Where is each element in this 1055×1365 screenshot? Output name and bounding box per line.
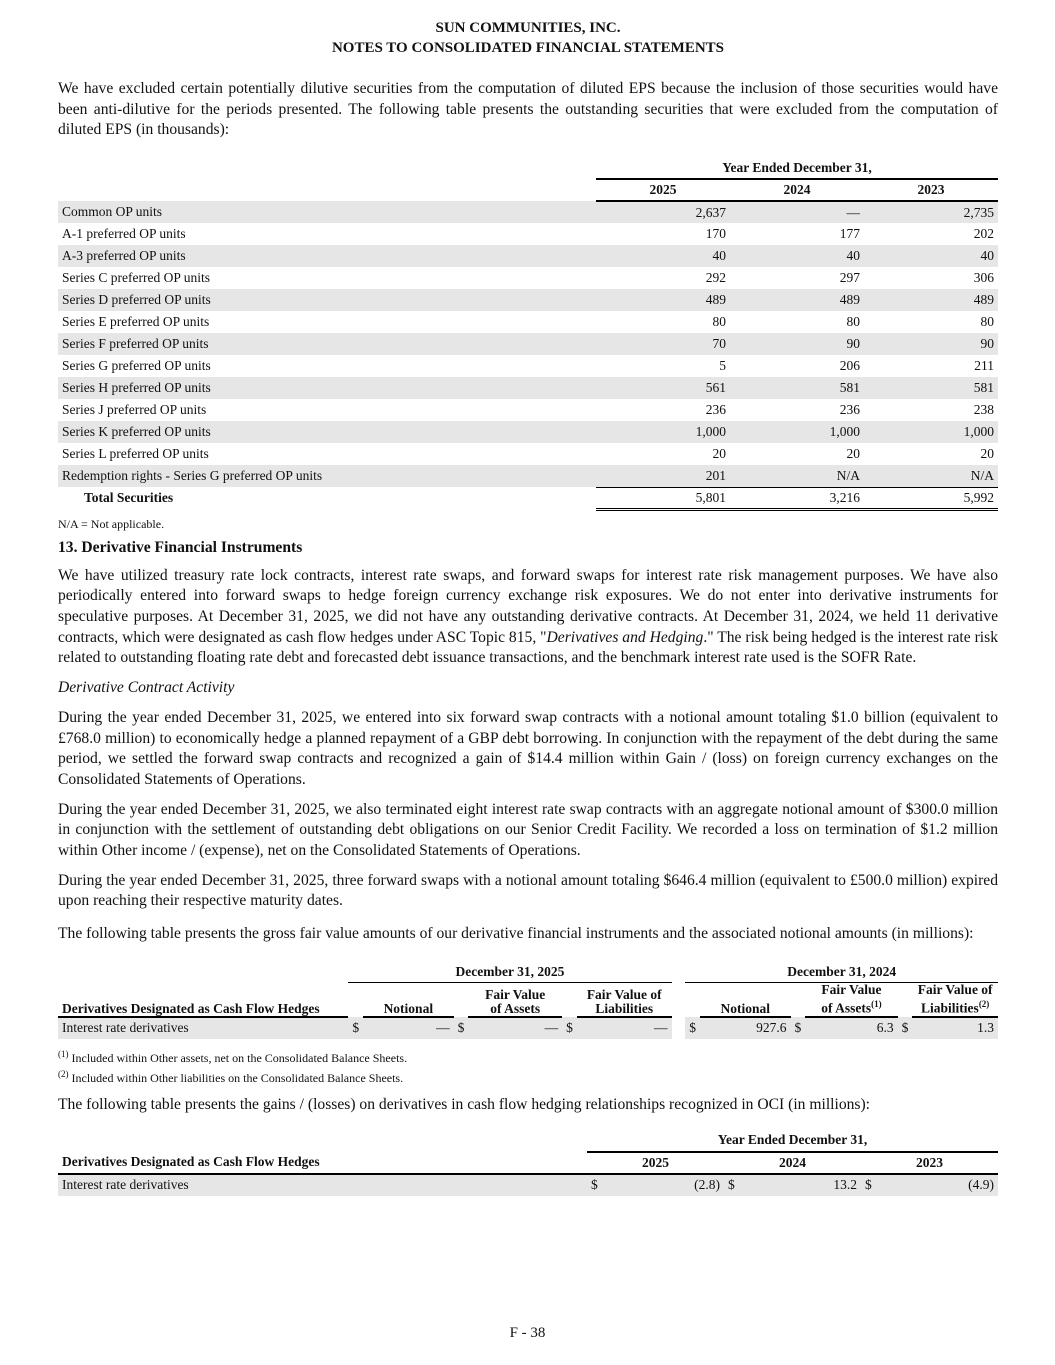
eps-year-header: 2023 xyxy=(864,179,998,201)
table-row: Series C preferred OP units 292 297 306 xyxy=(62,270,994,286)
table-note: N/A = Not applicable. xyxy=(58,516,165,531)
document-subtitle: NOTES TO CONSOLIDATED FINANCIAL STATEMENTS xyxy=(331,40,725,56)
page-number: F - 38 xyxy=(509,1325,546,1341)
footnote-2: $^{(2)}$ Included within Other liabilities on the Consolidated Balance Sheets. xyxy=(58,1068,404,1085)
fv-col-assets-2025: Fair Value of Assets xyxy=(468,983,562,1017)
table-row: A-1 preferred OP units 170 177 202 xyxy=(62,226,994,242)
fv-col-notional: Notional xyxy=(700,983,791,1017)
total-row: Total Securities 5,801 3,216 5,992 xyxy=(58,487,998,509)
paragraph: The following table presents the gains / (losses) on derivatives in cash flow hedging relationships recognized in OCI (in millions): xyxy=(58,1095,871,1113)
eps-year-header: 2024 xyxy=(730,179,864,201)
oci-year-header: 2025 xyxy=(587,1152,724,1174)
table-row: Series K preferred OP units 1,000 1,000 1,000 xyxy=(58,421,998,443)
paragraph: The following table presents the gross fair value amounts of our derivative financial instruments and the associated notional amounts (in millions): xyxy=(58,925,974,943)
table-row: Interest rate derivatives $ — $ — $ — $ 927.6 $ 6.3 $ 1.3 xyxy=(58,1017,998,1039)
oci-year-header: 2024 xyxy=(724,1152,861,1174)
table-row: Series G preferred OP units 5 206 211 xyxy=(62,358,994,374)
eps-excluded-table xyxy=(58,157,998,511)
eps-group-header: Year Ended December 31, xyxy=(596,157,998,179)
oci-group-header: Year Ended December 31, xyxy=(587,1130,998,1152)
table-row: Series L preferred OP units 20 20 20 xyxy=(62,446,994,462)
paragraph: During the year ended December 31, 2025, three forward swaps with a notional amount totaling $646.4 million (equivalent to £500.0 million) expired upon reaching their respective maturity dates. xyxy=(58,871,998,910)
table-row: Series F preferred OP units 70 90 90 xyxy=(58,333,998,355)
fv-col-notional: Notional xyxy=(363,983,454,1017)
section-heading: 13. Derivative Financial Instruments xyxy=(58,538,303,556)
intro-paragraph: We have excluded certain potentially dilutive securities from the computation of diluted EPS because the inclusion of those securities would have been anti-dilutive for the periods presented. The following table presents the outstanding securities that were excluded from the computation of diluted EPS (in thousands): xyxy=(58,80,998,139)
fair-value-table xyxy=(58,961,998,1039)
eps-year-header: 2025 xyxy=(596,179,730,201)
footnote-1: $^{(1)}$ Included within Other assets, net on the Consolidated Balance Sheets. xyxy=(58,1048,408,1065)
table-row: Redemption rights - Series G preferred OP units 201 N/A N/A xyxy=(58,465,998,487)
table-row: Series E preferred OP units 80 80 80 xyxy=(62,314,994,330)
company-name: SUN COMMUNITIES, INC. xyxy=(435,20,621,36)
table-row: Series D preferred OP units 489 489 489 xyxy=(58,289,998,311)
fv-group-header-2025: December 31, 2025 xyxy=(348,961,671,983)
table-row: Series H preferred OP units 561 581 581 xyxy=(58,377,998,399)
table-row: Series J preferred OP units 236 236 238 xyxy=(62,402,994,418)
oci-table xyxy=(58,1130,998,1196)
table-row: Interest rate derivatives $ (2.8) $ 13.2 $ (4.9) xyxy=(58,1174,998,1196)
fv-group-header-2024: December 31, 2024 xyxy=(685,961,998,983)
paragraph: We have utilized treasury rate lock contracts, interest rate swaps, and forward swaps for interest rate risk management purposes. We have also periodically entered into forward swaps to hedge foreign currency exchange risk exposures. We do not enter into derivative instruments for speculative purposes. At December 31, 2025, we did not have any outstanding derivative contracts. At December 31, 2024, we held 11 derivative contracts, which were designated as cash flow hedges under ASC Topic 815, "Derivatives and Hedging." The risk being hedged is the interest rate risk related to outstanding floating rate debt and forecasted debt issuance transactions, and the benchmark interest rate used is the SOFR Rate. xyxy=(58,566,998,667)
paragraph: During the year ended December 31, 2025, we entered into six forward swap contracts with a notional amount totaling $1.0 billion (equivalent to £768.0 million) to economically hedge a planned repayment of a GBP debt borrowing. In conjunction with the repayment of the debt during the same period, we settled the forward swap contracts and recognized a gain of $14.4 million within Gain / (loss) on foreign currency exchanges on the Consolidated Statements of Operations. xyxy=(58,708,998,788)
table-row: A-3 preferred OP units 40 40 40 xyxy=(58,245,998,267)
fv-col-liabilities-2025: Fair Value of Liabilities xyxy=(577,983,672,1017)
paragraph: During the year ended December 31, 2025, we also terminated eight interest rate swap contracts with an aggregate notional amount of $300.0 million in conjunction with the settlement of outstanding debt obligations on our Senior Credit Facility. We recorded a loss on termination of $1.2 million within Other income / (expense), net on the Consolidated Statements of Operations. xyxy=(58,800,998,860)
oci-year-header: 2023 xyxy=(861,1152,998,1174)
fv-col-assets-2024: Fair Value of Assets$^{(1)}$ xyxy=(805,983,897,1017)
oci-row-header: Derivatives Designated as Cash Flow Hedges xyxy=(58,1152,587,1174)
subheading: Derivative Contract Activity xyxy=(58,679,235,697)
document-page xyxy=(58,18,998,1196)
fv-row-header: Derivatives Designated as Cash Flow Hedges xyxy=(58,983,348,1017)
table-row: Common OP units 2,637 — 2,735 xyxy=(58,201,998,223)
fv-col-liabilities-2024: Fair Value of Liabilities$^{(2)}$ xyxy=(912,983,998,1017)
